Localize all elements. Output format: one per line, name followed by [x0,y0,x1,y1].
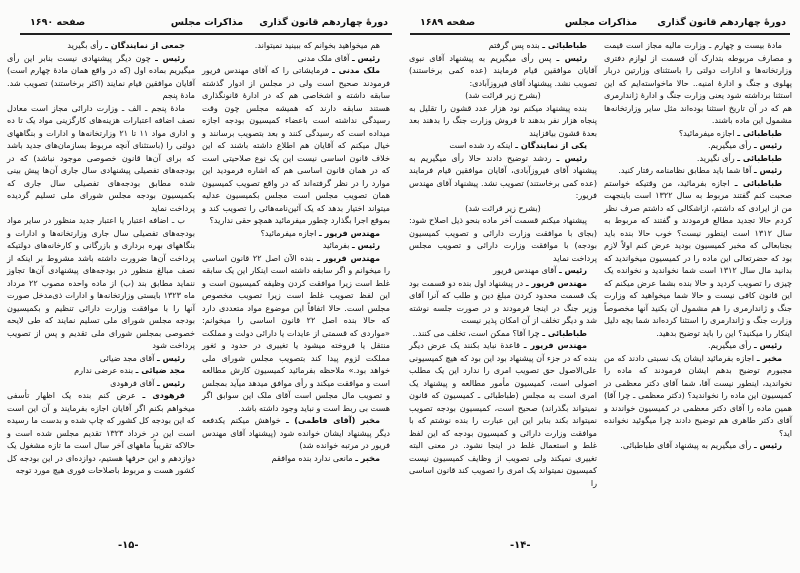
paragraph [409,264,597,277]
speech-text: خواهش میکنم یکدفعه دیگر پیشنهاد ایشان خوانده شود (پیشنهاد آقای مهندس فریور در مرتبه خوانده شد) [202,415,390,450]
reading-note: (بشرح زیر قرائت شد) [465,90,541,100]
speaker-name: رئیس ـ [156,352,185,363]
text-column [604,39,792,452]
speaker-name: مهندس فریور ـ [318,227,380,238]
speech-text: پس رأی میگیریم به پیشنهاد آقای نبوی آقایان موافقین قیام فرمایند (عده کمی برخاستند) تصویب نشد. پیشنهاد آقای فیروزآبادی: [409,52,597,88]
speech-text: بنده پس گرفتم [488,40,543,50]
speech-text: بفرمائید [322,240,352,250]
paragraph [202,239,390,252]
speech-text: ردشد توضیح دادند حالا رأی میگیریم به پیشنهاد آقای فیروزآبادی، آقایان موافقین قیام فرمایند (عده کمی برخاستند) تصویب نشد. پیشنهاد آقای مهندس فریور: [409,152,597,200]
paragraph [7,352,195,365]
speech-text: چون دیگر پیشنهادی نیست بنابر این رأی میگیریم بماده اول (که در واقع همان مادهٔ چهارم است) آقایان موافقین قیام نمایند (اکثر برخاستند) تصویب شد. مادهٔ پنجم [7,52,195,100]
speech-text: اجازه میفرمائید؟ [678,127,738,138]
speaker-name: رئیس ـ [351,240,380,250]
speaker-name: مهندس فریور ـ [525,277,588,288]
reading-note: (بشرح زیر قرائت شد) [465,202,541,213]
paragraph [202,64,390,227]
speech-text: آقای فرهودی [110,377,157,388]
speaker-name: طباطبائی ـ [542,40,587,50]
speaker-name: رئیس ـ [753,340,782,350]
text-column [409,39,597,489]
header-period: دورهٔ چهاردهم قانون گذاری [259,17,388,28]
speech-text: بنده الآن اصل ۲۲ قانون اساسی را میخوانم و اگر سابقه داشته است اینکار این یک سابقه غلط است زیرا موافقت کردن وظیفه کمیسیون است و این لفظ تصویب غلط است زیرا تصویب مخصوص مجلس است. حالا اتفاقاً این موضوع مواد متعددی دارد که حالا بنده اصل ۲۲ قانون اساسی را میخوانم: «مواردی که قسمتی از عایدات یا دارائی دولت و مملکت منتقل یا فروخته میشود یا تغییری در حدود و ثغور مملکت لزوم پیدا کند بتصویب مجلس شورای ملی خواهد بود.» ملاحظه بفرمائید کمیسیون کارش مطالعه است و موافقت میکند و رأی موافق میدهد میآید بمجلس و تصویب مال مجلس است آقای ملک این سوابق اگر هست بی ربط است و نباید وجود داشته باشد. [202,252,390,413]
speaker-name: جمعی از نمایندگان ـ [105,40,185,50]
paragraph [7,214,195,352]
speaker-name: طباطبائی ـ [734,177,782,188]
speech-text: رأی میگیریم. [707,140,754,150]
header-rule [410,33,790,35]
paragraph [604,352,792,440]
speech-text: پیشنهاد میکنم قسمت آخر ماده بنحو ذیل اصلاح شود: (بجای با موافقت وزارت دارائی و تصویب کمیسیون بودجه) با موافقت وزارت دارائی و تصویب مجلس پرداخت نماید [409,215,597,263]
paragraph [409,327,597,340]
speaker-name: طباطبائی ـ [737,127,782,138]
header-period: دورهٔ چهاردهم قانون گذاری [657,17,786,28]
speaker-name: رئیس ـ [753,440,782,450]
header-title: مذاکرات مجلس [170,17,244,28]
speaker-name: مجد ضیائی ـ [135,365,185,375]
paragraph [409,339,597,489]
speaker-name: رئیس ـ [351,52,380,63]
paragraph [604,439,792,452]
speech-text: رأی میگیریم. [707,340,754,350]
paragraph [7,39,195,52]
speech-text: رأی نگیرید. [696,152,738,163]
paragraph [604,177,792,340]
paragraph [604,127,792,140]
speech-text: مادهٔ بیست و چهارم ـ وزارت مالیه مجاز است قیمت و مصارف مربوطه بتدارک آن قسمت از لوازم دفتری وزارتخانه‌ها و ادارات دولتی را باستثنای وزارتین دربار پهلوی و جنگ و ادارهٔ امنیه.. حالا ماخواسته‌ایم که این استثنا برداشته شود یعنی وزارت جنگ و ادارهٔ ژاندارمری هم که در آن تاریخ استثنا بوده‌اند مثل سایر وزارتخانه‌ها مشمول این ماده باشند. [604,40,792,125]
paragraph [409,214,597,264]
paragraph [7,389,195,477]
speech-text: اجازه بفرمائید، من وقتیکه خواستم صحبت کنم گفتند مربوط به سال ۱۳۲۲ است باینجهت من از ایرادی که داشتم، ازاشکالی که داشتم صرف نظر کردم حالا تجدید مطالع فرمودند و گفتند که مربوط به سال ۱۳۱۲ است اینطور نیست؟ خوب حالا بنده باید بجنابعالی که مخبر کمیسیون بودید عرض کنم اولاً لازم بود که حضرتعالی این ماده را در کمیسیون میخواندید که بدانید مال سال ۱۳۱۲ است شما نخواندید و نخوانده یک چیزی را تصویب کردید و حالا بنده بشما عرض میکنم که این قانون کافی نیست و حالا شما میخواهید که وزارت جنگ و ژاندارمری را هم مشمول آن بکنید آنها مخصوصاً وزارت جنگ و ژاندارمری را استثنا کرده‌اند شما بچه دلیل اینکار را میکنید؟ این را باید توضیح بدهید. [604,177,792,338]
speaker-name: رئیس ـ [155,52,185,63]
speaker-name: رئیس ـ [753,140,782,150]
speaker-name: رئیس ـ [156,377,185,388]
paragraph [604,339,792,352]
page-header [22,14,392,32]
header-page-number: صفحه ۱۶۸۹ [420,17,476,28]
speech-text: عرض کنم بنده یک اظهار تأسفی میخواهم بکنم اگر آقایان اجازه بفرمایند و آن این است که این بودجه کل کشور که چاپ شده و بدست ما رسیده است این در خرداد ۱۳۲۳ تقدیم مجلس شده است و حالاکه تقریباً ماههای آخر سال است ما تازه مشغول یک دوازدهم و این حرفها هستیم، دوازده‌ای در این بودجه کل کشور هست و مربوط باصلاحات فوری هیچ مورد توجه [7,390,195,475]
speaker-name: رئیس ـ [556,152,587,163]
header-rule [20,33,392,35]
paragraph [604,152,792,165]
paragraph [409,39,597,52]
speaker-name: مخبر ـ [355,452,380,463]
paragraph [202,414,390,452]
paragraph [202,227,390,240]
speech-text: چرا آقا؟ ممکن است، تخلف می کنند.. [412,327,543,338]
speech-text: بنده عرضی ندارم [74,365,136,375]
speaker-name: مخبر ـ [756,352,782,363]
speaker-name: رئیس ـ [558,265,587,275]
paragraph [604,39,792,127]
speech-text: در پیشنهاد اول بنده دو قسمت بود یک قسمت محدود کردن مبلغ دین و طلب که آنرا آقای وزیر جنگ در اینجا فرمودند و در صورت جلسه نوشته شد و دیگر تخلف از آن امکان پذیر نیست [409,277,597,325]
paragraph [7,377,195,390]
speech-text: هم میخواهید بخوانم که ببینید نمیتواند. [254,40,380,50]
speech-text: مادهٔ پنجم ـ الف ـ وزارت دارائی مجاز است معادل نصف اضافه اعتبارات هزینه‌های کارگزینی مواد یک تا ده و اداری مواد ۱۱ تا ۲۱ وزارتخانه‌ها و ادارات و بنگاههای دولتی را (باستثنای آنچه مربوط بسازمان‌های جدید باشد که برای آن‌ها قانون خصوصی موجود نباشد) که در بودجه‌های تفصیلی پیشنهادی سال جاری آن‌ها پیش بینی شده مطابق بودجه‌های تفصیلی سال جاری که بکمیسیون بودجه مجلس شورای ملی تسلیم گردیده پرداخت نماید [7,102,196,213]
speech-text: ب ـ اضافه اعتبار یا اعتبار جدید منظور در سایر مواد بودجه‌های تفصیلی سال جاری وزارتخانه‌ها و ادارات و بنگاههای بهره برداری و بازرگانی و کارخانه‌های دولتیکه پرداخت آن‌ها ضرورت داشته باشد مشروط بر اینکه از نصف مبالغ منظور در بودجه‌های پیشنهادی آن‌ها تجاوز ننماید مطابق بند (ب) از ماده واحده مصوب ۲۲ مرداد ماه ۱۳۲۳ بایستی وزارتخانه‌ها و ادارات ذی‌مدخل صورت آنها را با موافقت وزارت دارائی تنظیم و بکمیسیون بودجه مجلس شورای ملی تسلیم نمایند که طی لایحه خصوصی بمجلس شورای ملی تقدیم و پس از تصویب پرداخت شود [7,215,195,350]
header-title: مذاکرات مجلس [564,17,638,28]
speech-text: فرمایشاتی را که آقای مهندس فریور فرمودند صحیح است ولی در مجلس از ادوار گذشته سابقه داشته و اشخاصی هم که در ادارهٔ قانونگذاری هستند سابقه دارند که همیشه مجلس چون وقت رسیدگی نداشته است باعضاء کمیسیون بودجه اجازه میداده است که رسیدگی کنند و بعد بتصویب برسانند و خیال میکنم که آقایان هم اطلاع داشته باشند که این خلاف قانون اساسی نیست این یک نوع صلاحیتی است که در همان قانون اساسی هم که اشاره فرمودید این موارد را در نظر گرفته‌اند که در واقع تصویب کمیسیون همان تصویب مجلس است مجلس بکمیسیون عدلیه میتواند اختیار بدهد که یک آئین‌نامه‌هائی را تصویب کند و بموقع اجرا بگذارد چطور میفرمائید همچو حقی ندارید؟ [202,65,390,225]
text-column [202,39,390,464]
speech-text: آقای مهندس فریور [493,265,559,275]
paragraph [7,52,195,102]
paragraph [409,139,597,152]
paragraph [7,364,195,377]
paragraph [604,139,792,152]
speech-text: رأی میگیریم به پیشنهاد آقای طباطبائی. [620,440,754,450]
speech-text: آقای مجد ضیائی [99,352,157,363]
speech-text: اجازه بفرمائید ایشان یک نسبتی دادند که من مجبورم توضیح بدهم ایشان فرمودند که ماده را نخواندید، اینطور نیست آقا، شما آقای دکتر معظمی در کمیسیون این ماده را نخواندید؟ (دکتر معظمی ـ چرا آقا) همین ماده را آقای دکتر معظمی در کمیسیون خواندند و آقای دکتر طاهری هم توضیح دادند چرا میگوئید نخوانده اید؟ [604,352,792,438]
speaker-name: مخبر (آقای فاطمی) ـ [286,415,380,425]
paragraph [202,39,390,52]
paragraph [604,164,792,177]
paragraph [202,452,390,465]
speech-text: قاعدة نباید بکنند یک عرض دیگر بنده که در جزء آن پیشنهاد بود این بود که هیچ کمیسیونی علی‌الاصول حق تصویب امری را ندارد این یک مطلب اصولی است، کمیسیون مأمور مطالعه و پیشنهاد یک امری است به مجلس (طباطبائی ـ کمیسیون که قانون نمیتواند بگذراند) صحیح است، کمیسیون بودجه تصویب نمیتواند بکند بنابر این این عبارت را بنده نوشتم که با موافقت وزارت دارائی و کمیسیون بودجه که این لفظ غلط و استعمال غلط در اینجا نشود. در معنی البته تغییری نمیکند ولی تصویب از وظایف کمیسیون نیست کمیسیون نمیتواند یک امری را تصویب کند قانون اساسی را [409,340,597,488]
speaker-name: مهندس فریور ـ [523,340,587,350]
paragraph [409,152,597,202]
speech-text: بنده پیشنهاد میکنم نود هزار عدد قشون را تقلیل به پنجاه هزار نفر بدهند تا فروش وزارت جنگ را بدهند بعد بعدهٔ قشون بیافزایند [409,102,597,138]
paragraph [202,52,390,65]
page-right [400,0,800,573]
speech-text: اینکه رد شده است [449,140,516,150]
speech-text: رأی بگیرید [67,40,106,50]
speaker-name: ملک مدنی ـ [332,65,381,75]
speech-text: مانعی ندارد بنده موافقم [271,452,356,463]
speech-text: آقای ملک مدنی [297,52,352,63]
speech-text: آقا شما باید مطابق نظامنامه رفتار کنید. [618,165,754,175]
paragraph [7,102,195,215]
page-header [412,14,790,32]
speaker-name: یکی از نمایندگان ـ [515,140,587,150]
speaker-name: مهندس فریور ـ [317,252,380,263]
paragraph [409,102,597,140]
speech-text: اجازه میفرمائید؟ [260,227,319,238]
speaker-name: فرهودی ـ [142,390,185,400]
speaker-name: رئیس ـ [753,165,782,175]
text-column [7,39,195,477]
paragraph [409,52,597,90]
header-page-number: صفحه ۱۶۹۰ [30,17,86,28]
speaker-name: طباطبائی ـ [737,152,782,163]
speaker-name: طباطبائی ـ [542,327,587,338]
page-footer-number: -۱۵- [118,540,139,551]
page-footer-number: -۱۴- [510,540,531,551]
paragraph [202,252,390,415]
paragraph [409,277,597,327]
speaker-name: رئیس ـ [556,52,588,63]
